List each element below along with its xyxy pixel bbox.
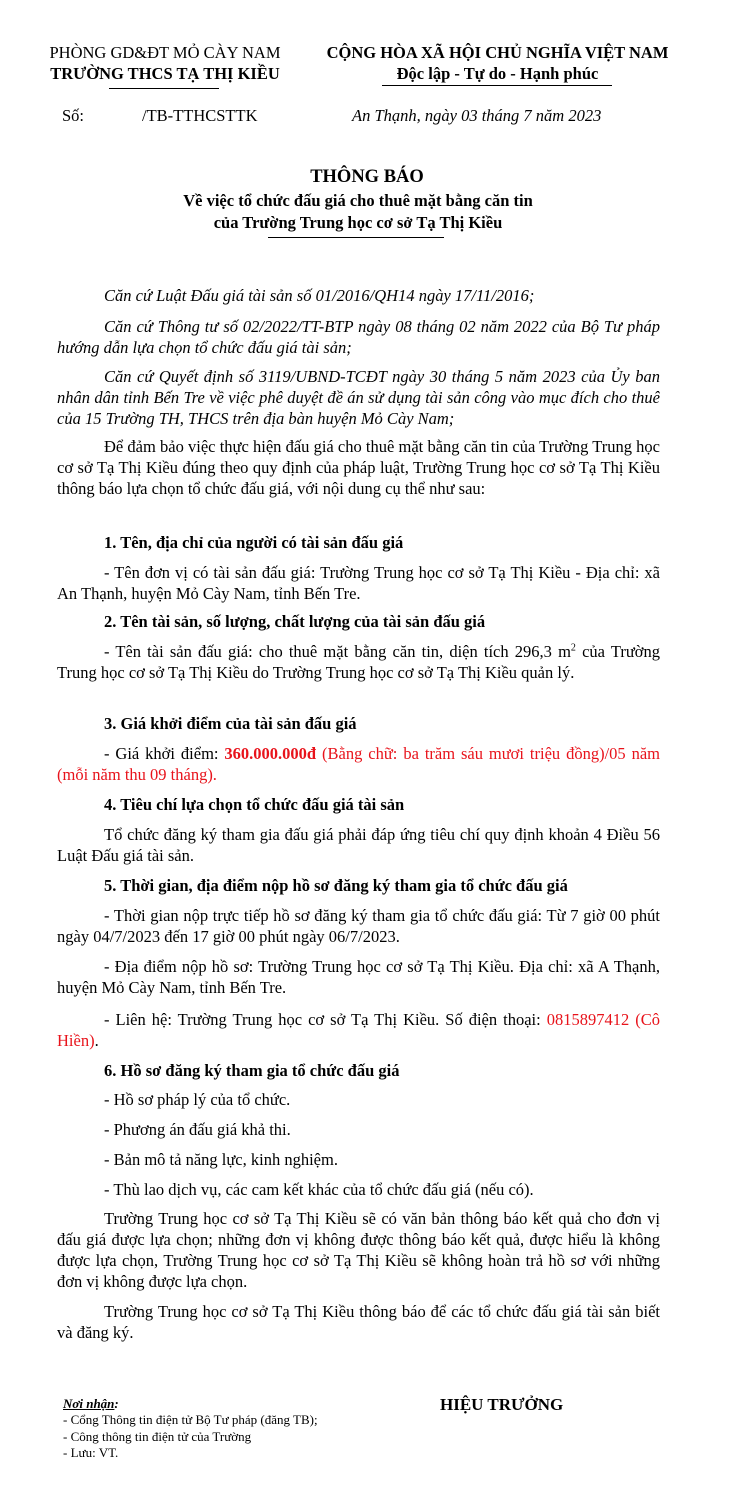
area-unit-superscript: 2 (570, 642, 576, 654)
title-subject-line2: của Trường Trung học cơ sở Tạ Thị Kiều (213, 213, 503, 232)
school-underline (109, 88, 219, 89)
section-2-heading: 2. Tên tài sản, số lượng, chất lượng của tài sản đấu giá (104, 612, 486, 631)
closing-paragraph-2: Trường Trung học cơ sở Tạ Thị Kiều thông báo để các tổ chức đấu giá tài sản biết và đăng ký. (57, 1302, 660, 1342)
legal-basis-1: Căn cứ Luật Đấu giá tài sản số 01/2016/QH14 ngày 17/11/2016; (104, 286, 535, 305)
list-item: - Thù lao dịch vụ, các cam kết khác của tổ chức đấu giá (nếu có). (104, 1180, 534, 1199)
section-3-heading: 3. Giá khởi điểm của tài sản đấu giá (104, 714, 357, 733)
recipient-item: - Lưu: VT. (63, 1445, 119, 1460)
starting-price-label: - Giá khởi điểm: (104, 744, 225, 763)
legal-basis-2: Căn cứ Thông tư số 02/2022/TT-BTP ngày 08 tháng 02 năm 2022 của Bộ Tư pháp hướng dẫn lựa chọn tổ chức đấu giá tài sản; (57, 317, 660, 357)
title-subject-line1: Về việc tổ chức đấu giá cho thuê mặt bằng căn tin (183, 191, 533, 210)
recipient-item: - Công thông tin điện tử của Trường (63, 1429, 252, 1444)
section-5-heading: 5. Thời gian, địa điểm nộp hồ sơ đăng ký tham gia tổ chức đấu giá (104, 876, 568, 895)
intro-paragraph: Để đảm bảo việc thực hiện đấu giá cho thuê mặt bằng căn tin của Trường Trung học cơ sở Tạ Thị Kiều đúng theo quy định của pháp luật, Trường Trung học cơ sở Tạ Thị Kiều thông báo lựa chọn tổ chức đấu giá, với nội dung cụ thể như sau: (57, 437, 660, 498)
page-title: THÔNG BÁO (310, 167, 424, 187)
signature-title: HIỆU TRƯỞNG (440, 1395, 564, 1414)
legal-basis-3: Căn cứ Quyết định số 3119/UBND-TCĐT ngày 30 tháng 5 năm 2023 của Ủy ban nhân dân tỉnh Bến Tre về việc phê duyệt đề án sử dụng tài sản công vào mục đích cho thuê của 15 Trường TH, THCS trên địa bàn huyện Mỏ Cày Nam; (57, 367, 660, 428)
starting-price-detail: (Bằng chữ: ba trăm sáu mươi triệu đồng)/05 năm (mỗi năm thu 09 tháng). (57, 744, 660, 784)
contact-phone: 0815897412 (Cô Hiền) (57, 1010, 660, 1050)
document-number-label: Số: (62, 106, 85, 125)
section-5-time: - Thời gian nộp trực tiếp hồ sơ đăng ký tham gia tổ chức đấu giá: Từ 7 giờ 00 phút ngày 04/7/2023 đến 17 giờ 00 phút ngày 06/7/2023. (57, 906, 660, 946)
section-1-text: - Tên đơn vị có tài sản đấu giá: Trường Trung học cơ sở Tạ Thị Kiều - Địa chỉ: xã An Thạnh, huyện Mỏ Cày Nam, tỉnh Bến Tre. (57, 563, 660, 603)
recipient-item: - Cổng Thông tin điện tử Bộ Tư pháp (đăng TB); (63, 1412, 318, 1427)
section-5-place: - Địa điểm nộp hồ sơ: Trường Trung học cơ sở Tạ Thị Kiều. Địa chỉ: xã A Thạnh, huyện Mỏ Cày Nam, tỉnh Bến Tre. (57, 957, 660, 997)
section-6-heading: 6. Hồ sơ đăng ký tham gia tổ chức đấu giá (104, 1061, 400, 1080)
national-title: CỘNG HÒA XÃ HỘI CHỦ NGHĨA VIỆT NAM (326, 43, 669, 62)
list-item: - Phương án đấu giá khả thi. (104, 1120, 291, 1139)
closing-paragraph-1: Trường Trung học cơ sở Tạ Thị Kiều sẽ có văn bản thông báo kết quả cho đơn vị đấu giá được lựa chọn; những đơn vị không được thông báo kết quả, được hiểu là không được lựa chọn, Trường Trung học cơ sở Tạ Thị Kiều sẽ không hoàn trả hồ sơ với những đơn vị không được lựa chọn. (57, 1209, 660, 1291)
section-2-text-a: - Tên tài sản đấu giá: cho thuê mặt bằng căn tin, diện tích 296,3 m (104, 642, 571, 661)
section-1-heading: 1. Tên, địa chỉ của người có tài sản đấu giá (104, 533, 404, 552)
section-3-text (57, 743, 660, 785)
recipients-label: Nơi nhận: (63, 1396, 119, 1411)
list-item: - Hồ sơ pháp lý của tổ chức. (104, 1090, 291, 1109)
issuing-authority: PHÒNG GD&ĐT MỎ CÀY NAM (49, 43, 281, 62)
section-4-heading: 4. Tiêu chí lựa chọn tổ chức đấu giá tài sản (104, 795, 405, 814)
list-item: - Bản mô tả năng lực, kinh nghiệm. (104, 1150, 338, 1169)
section-5-contact (57, 1009, 660, 1051)
section-2-text (57, 641, 660, 683)
national-motto: Độc lập - Tự do - Hạnh phúc (396, 64, 599, 83)
document-number-code: /TB-TTHCSTTK (142, 106, 258, 125)
starting-price-amount: 360.000.000đ (224, 744, 317, 763)
title-underline (268, 237, 444, 238)
place-date: An Thạnh, ngày 03 tháng 7 năm 2023 (352, 106, 602, 125)
school-name: TRƯỜNG THCS TẠ THỊ KIỀU (50, 64, 280, 83)
contact-label: - Liên hệ: Trường Trung học cơ sở Tạ Thị Kiều. Số điện thoại: (104, 1010, 547, 1029)
section-2-text-b: của Trường Trung học cơ sở Tạ Thị Kiều do Trường Trung học cơ sở Tạ Thị Kiều quản lý. (57, 642, 661, 682)
contact-end: . (94, 1031, 99, 1050)
section-4-text: Tổ chức đăng ký tham gia đấu giá phải đáp ứng tiêu chí quy định khoản 4 Điều 56 Luật Đấu giá tài sản. (57, 825, 660, 865)
motto-underline (382, 85, 612, 86)
